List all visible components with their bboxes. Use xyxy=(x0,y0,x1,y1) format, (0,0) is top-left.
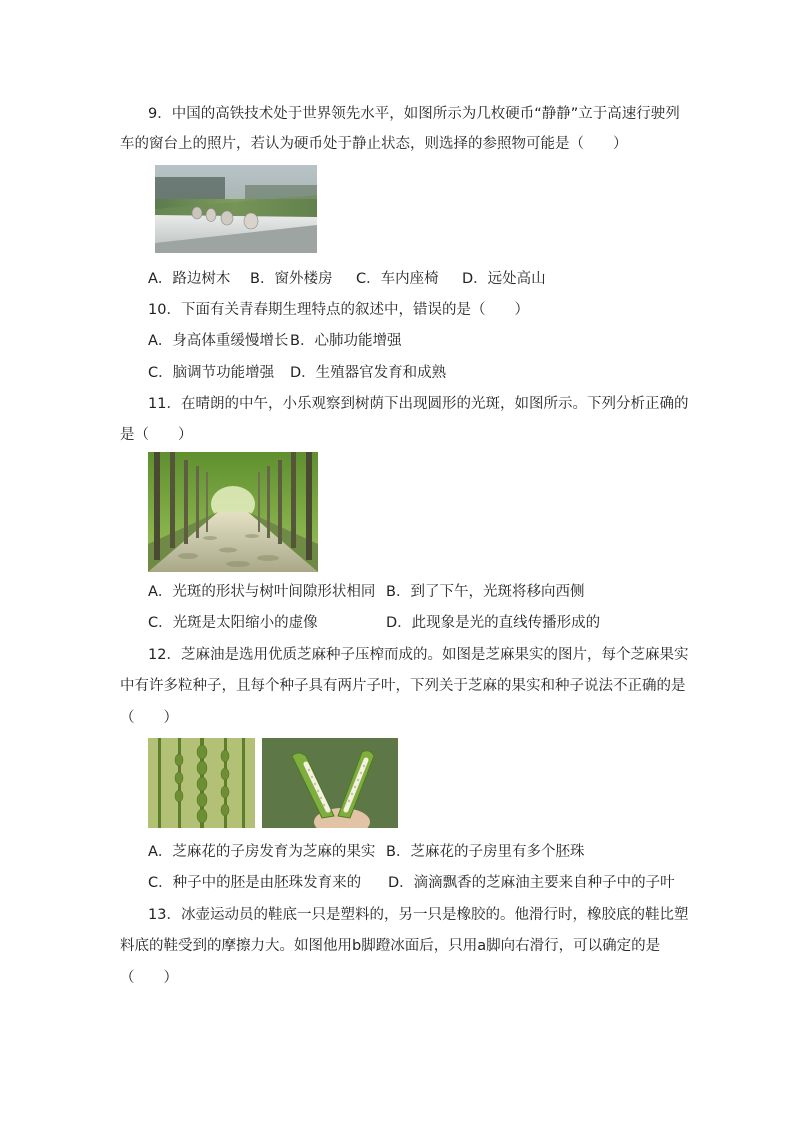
q11-option-a: A．光斑的形状与树叶间隙形状相同 xyxy=(148,584,376,600)
q9-option-b: B．窗外楼房 xyxy=(250,271,333,287)
q10-option-a: A．身高体重缓慢增长 xyxy=(148,333,289,349)
q13-stem-line3: （ ） xyxy=(120,970,178,986)
q13-stem-line2: 料底的鞋受到的摩擦力大。如图他用b脚蹬冰面后，只用a脚向右滑行，可以确定的是 xyxy=(120,938,661,954)
q11-tree-shade-light-spots-photo xyxy=(148,452,318,572)
q12-stem-line1: 12．芝麻油是选用优质芝麻种子压榨而成的。如图是芝麻果实的图片，每个芝麻果实 xyxy=(148,647,689,663)
q10-stem-line1: 10．下面有关青春期生理特点的叙述中，错误的是（ ） xyxy=(148,302,529,318)
q11-stem-line2: 是（ ） xyxy=(120,427,193,443)
q9-stem-line1: 9．中国的高铁技术处于世界领先水平，如图所示为几枚硬币“静静”立于高速行驶列 xyxy=(148,106,680,122)
q11-option-b: B．到了下午，光斑将移向西侧 xyxy=(386,584,585,600)
q13-stem-line1: 13．冰壶运动员的鞋底一只是塑料的，另一只是橡胶的。他滑行时，橡胶底的鞋比塑 xyxy=(148,907,689,923)
q12-option-c: C．种子中的胚是由胚珠发育来的 xyxy=(148,875,362,891)
q12-sesame-fruit-open-photo xyxy=(262,738,398,828)
q11-stem-line1: 11．在晴朗的中午，小乐观察到树荫下出现圆形的光斑，如图所示。下列分析正确的 xyxy=(148,396,689,412)
q9-coins-on-train-window-photo xyxy=(155,165,317,253)
q10-option-d: D．生殖器官发育和成熟 xyxy=(290,365,447,381)
q9-stem-line2: 车的窗台上的照片，若认为硬币处于静止状态，则选择的参照物可能是（ ） xyxy=(120,136,628,152)
q9-option-d: D．远处高山 xyxy=(462,271,546,287)
q10-option-c: C．脑调节功能增强 xyxy=(148,365,275,381)
q11-option-d: D．此现象是光的直线传播形成的 xyxy=(386,615,601,631)
q12-stem-line2: 中有许多粒种子，且每个种子具有两片子叶，下列关于芝麻的果实和种子说法不正确的是 xyxy=(120,678,686,694)
q9-option-a: A．路边树木 xyxy=(148,271,231,287)
q12-stem-line3: （ ） xyxy=(120,710,178,726)
q12-option-d: D．滴滴飘香的芝麻油主要来自种子中的子叶 xyxy=(388,875,675,891)
q10-option-b: B．心肺功能增强 xyxy=(290,333,402,349)
q12-option-b: B．芝麻花的子房里有多个胚珠 xyxy=(386,844,585,860)
q11-option-c: C．光斑是太阳缩小的虚像 xyxy=(148,615,318,631)
q9-option-c: C．车内座椅 xyxy=(356,271,439,287)
q12-sesame-plant-photo xyxy=(148,738,255,828)
q12-option-a: A．芝麻花的子房发育为芝麻的果实 xyxy=(148,844,376,860)
